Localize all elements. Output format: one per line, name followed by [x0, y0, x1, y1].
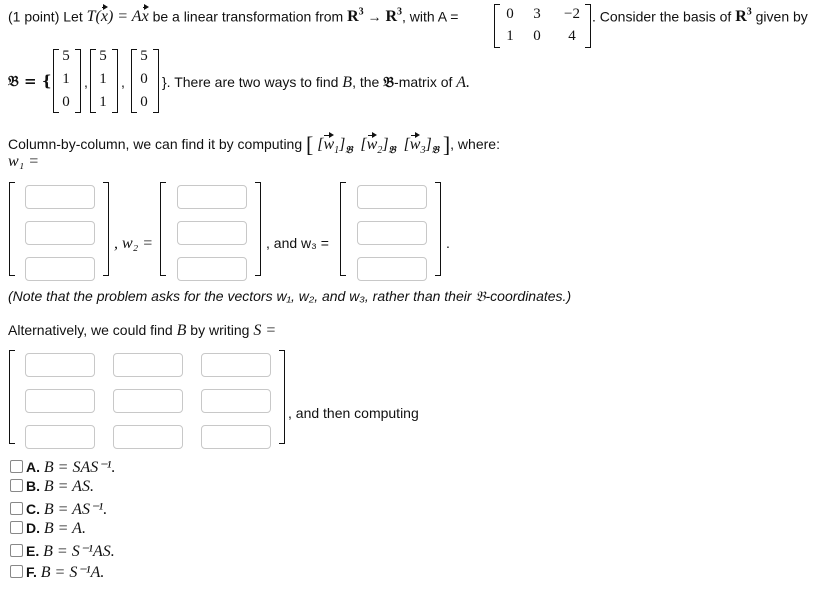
consider-text: . Consider the basis of $R^3$ given by — [592, 7, 808, 26]
checkbox[interactable] — [10, 460, 23, 473]
basis-cell: 1 — [99, 71, 107, 87]
w1-entry-1[interactable] — [25, 185, 95, 209]
checkbox[interactable] — [10, 565, 23, 578]
s-bracket — [279, 350, 285, 444]
s-entry-2-3[interactable] — [201, 389, 271, 413]
a-cell: 4 — [568, 28, 576, 44]
w3-entry-2[interactable] — [357, 221, 427, 245]
basis-sentence: }. There are two ways to find B, the 𝔅-matrix of A. — [162, 73, 471, 91]
basis-cell: 5 — [99, 48, 107, 64]
w1-entry-2[interactable] — [25, 221, 95, 245]
matrix-a-right-bracket — [585, 4, 591, 48]
column-sentence: Column-by-column, we can find it by computing [ $[w_1]_𝔅$ $[w_2]_𝔅$ $[w_3]_𝔅$ ], where: — [8, 132, 500, 157]
s-entry-1-2[interactable] — [113, 353, 183, 377]
w1-bracket — [103, 182, 109, 276]
checkbox[interactable] — [10, 521, 23, 534]
basis-bracket — [112, 49, 118, 113]
option-f[interactable]: F. B = S⁻¹A. — [10, 562, 104, 582]
w1-entry-3[interactable] — [25, 257, 95, 281]
basis-cell: 0 — [62, 94, 70, 110]
s-entry-1-3[interactable] — [201, 353, 271, 377]
a-cell: 3 — [533, 6, 541, 22]
basis-cell: 0 — [140, 94, 148, 110]
s-entry-2-2[interactable] — [113, 389, 183, 413]
a-cell: 0 — [506, 6, 514, 22]
w3-label: , and w₃ = — [266, 235, 329, 251]
basis-bracket — [75, 49, 81, 113]
w1-label: w₁ = — [8, 153, 40, 170]
option-e[interactable]: E. B = S⁻¹AS. — [10, 541, 115, 561]
s-entry-1-1[interactable] — [25, 353, 95, 377]
basis-cell: 0 — [140, 71, 148, 87]
arrow: → — [367, 8, 382, 25]
period: . — [446, 235, 450, 251]
w2-bracket — [255, 182, 261, 276]
basis-label: 𝔅 = { — [8, 72, 52, 90]
basis-cell: 1 — [99, 94, 107, 110]
option-d[interactable]: D. B = A. — [10, 520, 86, 538]
note-text: (Note that the problem asks for the vectors w₁, w₂, and w₃, rather than their 𝔅-coordinates.) — [8, 288, 572, 304]
checkbox[interactable] — [10, 544, 23, 557]
w1-bracket — [9, 182, 15, 276]
r3-domain: $R^3$ — [347, 7, 364, 26]
basis-bracket — [153, 49, 159, 113]
r3-codomain: $R^3$ — [385, 7, 402, 26]
s-entry-3-1[interactable] — [25, 425, 95, 449]
with-a-text: , with A = — [402, 8, 459, 25]
linear-text: be a linear transformation from — [152, 8, 344, 25]
option-c[interactable]: C. B = AS⁻¹. — [10, 499, 107, 519]
basis-cell: 1 — [62, 71, 70, 87]
a-cell: 1 — [506, 28, 514, 44]
w3-entry-1[interactable] — [357, 185, 427, 209]
w3-bracket — [435, 182, 441, 276]
s-entry-3-2[interactable] — [113, 425, 183, 449]
s-entry-2-1[interactable] — [25, 389, 95, 413]
alternative-sentence: Alternatively, we could find B by writing S = — [8, 322, 277, 339]
transform-def: T(x) = Ax — [86, 8, 149, 26]
basis-cell: 5 — [62, 48, 70, 64]
option-b[interactable]: B. B = AS. — [10, 478, 94, 496]
option-a[interactable]: A. B = SAS⁻¹. — [10, 457, 115, 477]
points-label: (1 point) Let — [8, 8, 83, 25]
a-cell: 0 — [533, 28, 541, 44]
w2-entry-3[interactable] — [177, 257, 247, 281]
w2-bracket — [160, 182, 166, 276]
w2-entry-1[interactable] — [177, 185, 247, 209]
problem-intro — [8, 7, 458, 26]
s-bracket — [9, 350, 15, 444]
w2-label: , w₂ = — [114, 235, 154, 252]
w3-bracket — [340, 182, 346, 276]
then-computing: , and then computing — [288, 405, 419, 421]
checkbox[interactable] — [10, 502, 23, 515]
w2-entry-2[interactable] — [177, 221, 247, 245]
checkbox[interactable] — [10, 479, 23, 492]
a-cell: −2 — [564, 6, 580, 22]
basis-cell: 5 — [140, 48, 148, 64]
w3-entry-3[interactable] — [357, 257, 427, 281]
s-entry-3-3[interactable] — [201, 425, 271, 449]
